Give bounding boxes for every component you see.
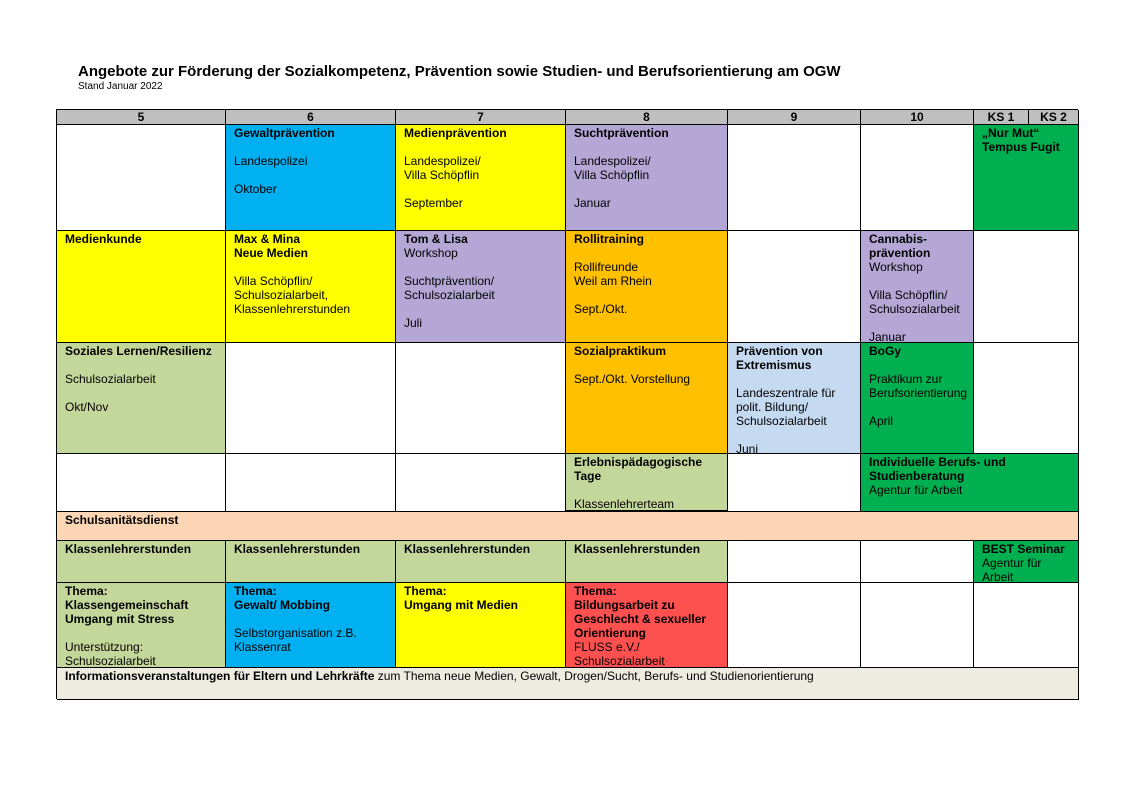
cell-title: BEST Seminar: [982, 542, 1065, 556]
cell-title: Gewalt/ Mobbing: [234, 598, 330, 612]
cell-title: Schulsanitätsdienst: [65, 513, 179, 527]
cell-line: Schulsozialarbeit: [65, 654, 156, 668]
cell-title: Neue Medien: [234, 246, 309, 260]
cell-line: Juli: [404, 316, 423, 330]
cell-line: Landespolizei/: [404, 154, 481, 168]
cell-empty: [728, 231, 861, 343]
cell-line: Villa Schöpflin: [574, 168, 650, 182]
header-grade-6: 6: [226, 110, 396, 125]
header-grade-7: 7: [396, 110, 566, 125]
cell-line: Klassenrat: [234, 640, 291, 654]
cell-line: Schulsozialarbeit: [574, 654, 665, 668]
cell-informationsveranstaltungen: [57, 668, 1079, 700]
cell-line: Januar: [869, 330, 906, 343]
cell-title: Umgang mit Medien: [404, 598, 519, 612]
cell-rollitraining: [566, 231, 728, 343]
cell-thema-medien: [396, 583, 566, 668]
cell-title: Tage: [574, 469, 602, 483]
document-subtitle: Stand Januar 2022: [78, 81, 163, 92]
cell-title: Rollitraining: [574, 232, 644, 246]
cell-line: Sept./Okt.: [574, 302, 628, 316]
cell-title: Max & Mina: [234, 232, 301, 246]
cell-empty: [728, 125, 861, 231]
cell-line: Workshop: [404, 246, 458, 260]
cell-title: Studienberatung: [869, 469, 965, 483]
cell-title: Erlebnispädagogische: [574, 455, 703, 469]
cell-klassenlehrerstunden-8: [566, 541, 728, 583]
cell-title: Geschlecht & sexueller: [574, 612, 707, 626]
header-grade-5: 5: [57, 110, 226, 125]
cell-title: BoGy: [869, 344, 902, 358]
cell-line: Arbeit: [982, 570, 1014, 583]
cell-empty: [861, 583, 974, 668]
cell-line: Suchtprävention/: [404, 274, 495, 288]
cell-soziales-lernen: [57, 343, 226, 454]
cell-line: Klassenlehrerteam: [574, 497, 675, 511]
cell-title: Klassenlehrerstunden: [234, 542, 361, 556]
cell-title: Bildungsarbeit zu: [574, 598, 675, 612]
cell-line: Rollifreunde: [574, 260, 639, 274]
cell-suchtpraevention: [566, 125, 728, 231]
cell-empty: [728, 541, 861, 583]
header-ks1: KS 1: [974, 110, 1029, 125]
cell-line: FLUSS e.V./: [574, 640, 640, 654]
cell-thema-bildungsarbeit: [566, 583, 728, 668]
cell-empty: [861, 541, 974, 583]
cell-title: Soziales Lernen/Resilienz: [65, 344, 212, 358]
cell-schulsanitaetsdienst: [57, 512, 1079, 541]
cell-empty: [396, 454, 566, 512]
cell-thema-gewalt: [226, 583, 396, 668]
cell-title: Gewaltprävention: [234, 126, 335, 140]
document-title: Angebote zur Förderung der Sozialkompetenz, Prävention sowie Studien- und Berufsorientierung am OGW: [78, 63, 841, 80]
cell-line: Berufsorientierung: [869, 386, 968, 400]
cell-extremismus: [728, 343, 861, 454]
cell-title: Klassengemeinschaft: [65, 598, 189, 612]
cell-erlebnispaedagogik: [566, 453, 728, 511]
cell-title: Umgang mit Stress: [65, 612, 175, 626]
cell-line: September: [404, 196, 463, 210]
cell-title: Prävention von: [736, 344, 823, 358]
cell-line: Januar: [574, 196, 611, 210]
cell-medienpraevention: [396, 125, 566, 231]
cell-line: Oktober: [234, 182, 277, 196]
cell-line: April: [869, 414, 894, 428]
cell-line: Schulsozialarbeit: [869, 302, 960, 316]
cell-line: Klassenlehrerstunden: [234, 302, 351, 316]
cell-title: Extremismus: [736, 358, 812, 372]
cell-empty: [57, 125, 226, 231]
cell-title: Medienkunde: [65, 232, 142, 246]
cell-title: Thema:: [234, 584, 277, 598]
cell-line: polit. Bildung/: [736, 400, 809, 414]
cell-klassenlehrerstunden-5: [57, 541, 226, 583]
cell-title: Thema:: [574, 584, 617, 598]
header-grade-10: 10: [861, 110, 974, 125]
cell-line: Schulsozialarbeit: [65, 372, 156, 386]
cell-title: Klassenlehrerstunden: [574, 542, 701, 556]
cell-line: Unterstützung:: [65, 640, 144, 654]
cell-line: Sept./Okt. Vorstellung: [574, 372, 691, 386]
cell-empty: [974, 231, 1079, 343]
cell-medienkunde: [57, 231, 226, 343]
cell-empty: [226, 454, 396, 512]
cell-line: Villa Schöpflin/: [869, 288, 948, 302]
cell-title: Orientierung: [574, 626, 647, 640]
cell-gewaltpraevention: [226, 125, 396, 231]
cell-title: Thema:: [404, 584, 447, 598]
cell-title: prävention: [869, 246, 931, 260]
cell-line: Weil am Rhein: [574, 274, 652, 288]
cell-title: Medienprävention: [404, 126, 507, 140]
header-ks2: KS 2: [1029, 110, 1079, 125]
cell-empty: [396, 343, 566, 454]
cell-klassenlehrerstunden-6: [226, 541, 396, 583]
cell-title: „Nur Mut“: [982, 126, 1040, 140]
header-grade-8: 8: [566, 110, 728, 125]
cell-empty: [728, 454, 861, 512]
info-text: zum Thema neue Medien, Gewalt, Drogen/Sucht, Berufs- und Studienorientierung: [374, 669, 814, 683]
cell-title: Sozialpraktikum: [574, 344, 667, 358]
cell-line: Agentur für: [982, 556, 1042, 570]
cell-title: Suchtprävention: [574, 126, 669, 140]
cell-empty: [974, 343, 1079, 454]
cell-line: Villa Schöpflin: [404, 168, 480, 182]
cell-line: Landeszentrale für: [736, 386, 836, 400]
cell-line: Schulsozialarbeit,: [234, 288, 329, 302]
cell-line: Schulsozialarbeit: [736, 414, 827, 428]
cell-line: Okt/Nov: [65, 400, 109, 414]
cell-cannabispraevention: [861, 231, 974, 343]
header-grade-9: 9: [728, 110, 861, 125]
cell-max-mina: [226, 231, 396, 343]
cell-line: Praktikum zur: [869, 372, 943, 386]
cell-line: Selbstorganisation z.B.: [234, 626, 357, 640]
cell-title: Cannabis-: [869, 232, 928, 246]
cell-line: Landespolizei/: [574, 154, 651, 168]
cell-bogy: [861, 343, 974, 454]
cell-klassenlehrerstunden-7: [396, 541, 566, 583]
cell-line: Schulsozialarbeit: [404, 288, 495, 302]
info-bold-text: Informationsveranstaltungen für Eltern und Lehrkräfte: [65, 669, 375, 683]
cell-title: Individuelle Berufs- und: [869, 455, 1006, 469]
cell-empty: [728, 583, 861, 668]
cell-thema-klassengemeinschaft: [57, 583, 226, 668]
cell-line: Workshop: [869, 260, 923, 274]
cell-title: Tom & Lisa: [404, 232, 468, 246]
cell-line: Villa Schöpflin/: [234, 274, 313, 288]
cell-title: Klassenlehrerstunden: [404, 542, 531, 556]
cell-empty: [974, 583, 1079, 668]
cell-best-seminar: [974, 541, 1079, 583]
cell-line: Landespolizei: [234, 154, 308, 168]
cell-empty: [861, 125, 974, 231]
cell-title: Klassenlehrerstunden: [65, 542, 192, 556]
cell-title: Tempus Fugit: [982, 140, 1060, 154]
schedule-table: [56, 109, 1078, 699]
cell-line: Juni: [736, 442, 759, 454]
cell-nur-mut: [974, 125, 1079, 231]
cell-title: Thema:: [65, 584, 108, 598]
cell-berufsberatung: [861, 454, 1079, 512]
cell-empty: [226, 343, 396, 454]
cell-empty: [57, 454, 226, 512]
cell-tom-lisa: [396, 231, 566, 343]
cell-line: Agentur für Arbeit: [869, 483, 963, 497]
